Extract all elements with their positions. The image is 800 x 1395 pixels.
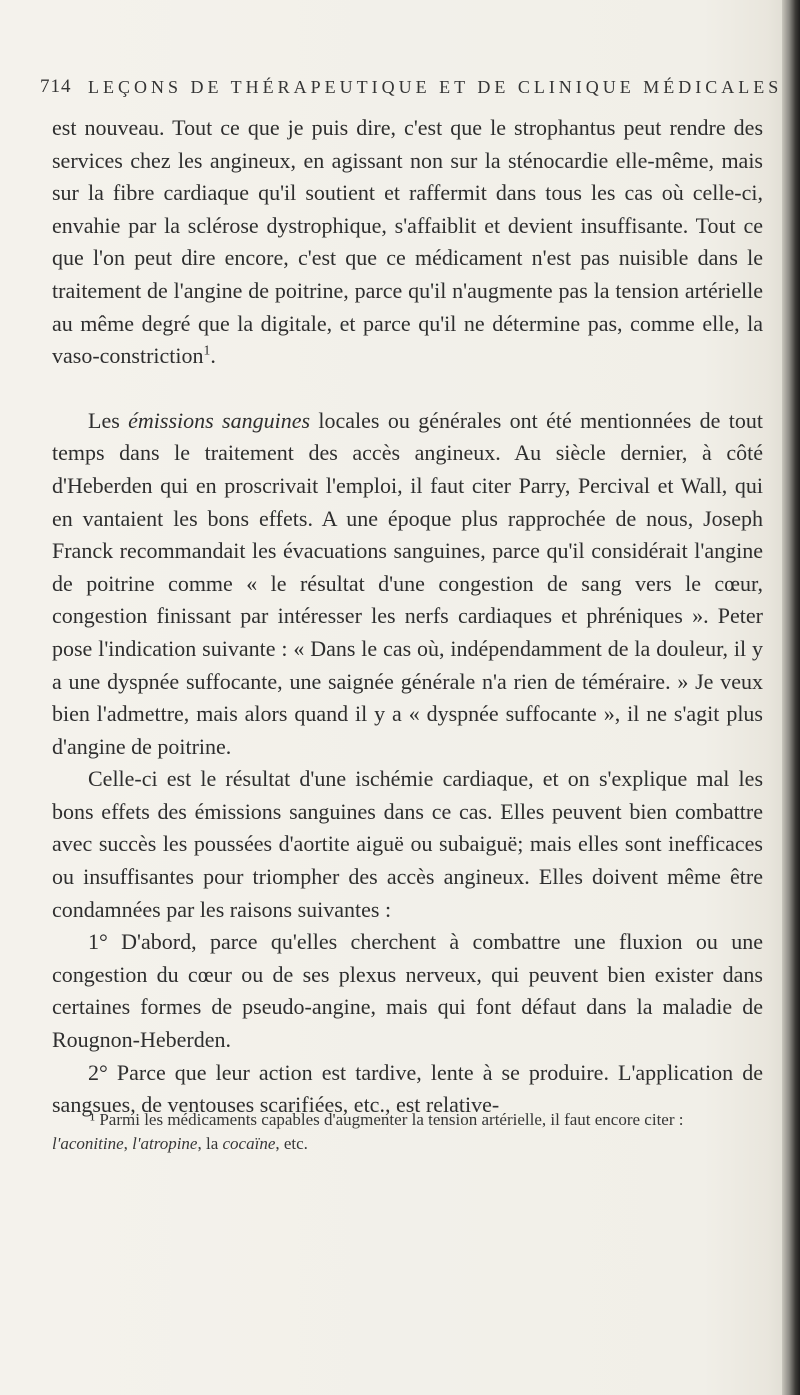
- paragraph: [52, 112, 763, 373]
- paragraph-text: .: [210, 343, 216, 369]
- footnote-text: , la: [197, 1134, 223, 1153]
- footnote-italic-text: l'aconitine: [52, 1134, 124, 1153]
- paragraph-text: 2° Parce que leur action est tardive, lente à se produire. L'application de sangsues, de ventouses scarifiées, etc., est relative-: [52, 1059, 763, 1118]
- page-edge-shadow: [782, 0, 800, 1395]
- paragraph: [52, 405, 763, 764]
- paragraph: [52, 763, 763, 926]
- footnote-italic-text: l'atropine: [132, 1134, 198, 1153]
- footnote-reference: 1: [203, 342, 211, 358]
- paragraph-italic-text: émissions sanguines: [128, 407, 311, 433]
- paragraph-text: locales ou générales ont été mentionnées de tout temps dans le traitement des accès angineux. Au siècle dernier, à côté d'Heberden qui en proscrivait l'emploi, il faut citer Parry, Percival et Wall, qui en vantaient les bons effets. A une époque plus rapprochée de nous, Joseph Franck recommandait les évacuations sanguines, parce qu'il considérait l'angine de poitrine comme « le résultat d'une congestion de sang vers le cœur, congestion finissant par intéresser les nerfs cardiaques et phréniques ». Peter pose l'indication suivante : « Dans le cas où, indépendamment de la douleur, il y a une dyspnée suffocante, une saignée générale n'a rien de téméraire. » Je veux bien l'admettre, mais alors quand il y a « dyspnée suffocante », il ne s'agit plus d'angine de poitrine.: [52, 407, 763, 759]
- running-head: LEÇONS DE THÉRAPEUTIQUE ET DE CLINIQUE MÉDICALES: [88, 76, 783, 97]
- footnote-italic-text: cocaïne: [222, 1134, 276, 1153]
- paragraph-text: 1° D'abord, parce qu'elles cherchent à combattre une fluxion ou une congestion du cœur ou de ses plexus nerveux, qui peuvent bien exister dans certaines formes de pseudo-angine, mais qui font défaut dans la maladie de Rougnon-Heberden.: [52, 929, 763, 1053]
- paragraph-gap: [52, 373, 763, 405]
- footnote-text: , etc.: [275, 1134, 308, 1153]
- paragraph-text: Celle-ci est le résultat d'une ischémie cardiaque, et on s'explique mal les bons effets des émissions sanguines dans ce cas. Elles peuvent bien combattre avec succès les poussées d'aortite aiguë ou subaiguë; mais elles sont inefficaces ou insuffisantes pour triompher des accès angineux. Elles doivent même être condamnées par les raisons suivantes :: [52, 766, 763, 922]
- page-number: 714: [40, 76, 72, 97]
- paragraph-text: Les: [88, 407, 129, 433]
- paragraph: [52, 926, 763, 1056]
- page-header: [40, 70, 783, 104]
- body-text: [52, 112, 763, 1122]
- paragraph-text: est nouveau. Tout ce que je puis dire, c'est que le strophantus peut rendre des services chez les angineux, en agissant non sur la sténocardie elle-même, mais sur la fibre cardiaque qu'il soutient et raffermit dans tous les cas où celle-ci, envahie par la sclérose dystrophique, s'affaiblit et devient insuffisante. Tout ce que l'on peut dire encore, c'est que ce médicament n'est pas nuisible dans le traitement de l'angine de poitrine, parce qu'il n'augmente pas la tension artérielle au même degré que la digitale, et parce qu'il ne détermine pas, comme elle, la vaso-constriction: [52, 115, 763, 369]
- footnote: [52, 1108, 763, 1156]
- footnote-text: ,: [123, 1134, 133, 1153]
- footnote-text: ¹ Parmi les médicaments capables d'augmenter la tension artérielle, il faut encore citer :: [90, 1110, 684, 1129]
